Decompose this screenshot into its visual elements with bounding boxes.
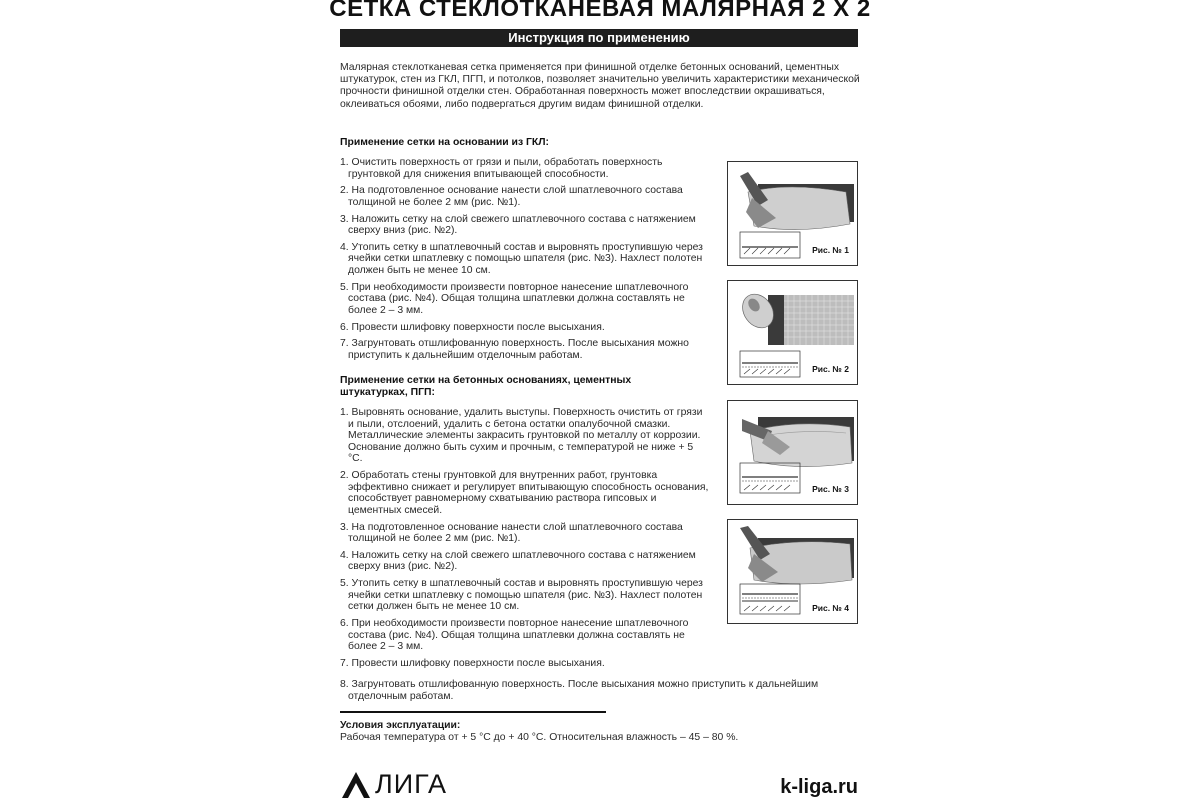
website-link[interactable]: k-liga.ru: [780, 776, 858, 798]
subtitle-bar: Инструкция по применению: [340, 29, 858, 47]
section1-step: 6. Провести шлифовку поверхности после высыхания.: [340, 321, 605, 333]
section1-step: 7. Загрунтовать отшлифованную поверхность. После высыхания можно приступить к дальнейшим отделочным работам.: [340, 338, 689, 361]
section1-step: 5. При необходимости произвести повторное нанесение шпатлевочного состава (рис. №4). Общая толщина шпатлевки должна составлять не более 2 – 3 мм.: [340, 281, 689, 316]
conditions-heading: Условия эксплуатации:: [340, 720, 461, 731]
liga-logo-icon: [340, 768, 372, 800]
section1-heading: Применение сетки на основании из ГКЛ:: [340, 137, 549, 148]
section2-step: 6. При необходимости произвести повторное нанесение шпатлевочного состава (рис. №4). Общая толщина шпатлевки должна составлять не более 2 – 3 мм.: [340, 617, 689, 653]
section2-steps: [340, 407, 710, 675]
section2-step: 5. Утопить сетку в шпатлевочный состав и выровнять проступившую через ячейки сетки шпатлевку с помощью шпателя (рис. №3). Нахлест полотен сетки должен быть не менее 10 см.: [340, 578, 703, 613]
figure-2: [727, 280, 858, 385]
section1-step: 2. На подготовленное основание нанести слой шпатлевочного состава толщиной не более 2 мм (рис. №1).: [340, 185, 683, 208]
section2-step: 4. Наложить сетку на слой свежего шпатлевочного состава с натяжением сверху вниз (рис. №2).: [340, 549, 696, 573]
divider-rule: [340, 711, 606, 713]
section2-step: 8. Загрунтовать отшлифованную поверхность. После высыхания можно приступить к дальнейшим отделочным работам.: [340, 679, 819, 702]
figure-1-caption: Рис. № 1: [812, 245, 849, 255]
logo-text: ЛИГА: [375, 769, 447, 799]
section1-step: 4. Утопить сетку в шпатлевочный состав и выровнять проступившую через ячейки сетки шпатлевку с помощью шпателя (рис. №3). Нахлест полотен должен быть не менее 10 см.: [340, 241, 703, 277]
section1-step: 3. Наложить сетку на слой свежего шпатлевочного состава с натяжением сверху вниз (рис. №2).: [340, 213, 696, 237]
section2-step: 2. Обработать стены грунтовкой для внутренних работ, грунтовка эффективно снижает и регулирует впитывающую способность основания, способствует равномерному схватыванию раствора гипсовых и цементных смесей.: [340, 470, 709, 516]
figure-4-caption: Рис. № 4: [812, 603, 849, 613]
page-title: СЕТКА СТЕКЛОТКАНЕВАЯ МАЛЯРНАЯ 2 Х 2: [329, 0, 871, 22]
section2-step: 1. Выровнять основание, удалить выступы. Поверхность очистить от грязи и пыли, отслоений, удалить с бетона остатки опалубочной смазки. Металлические элементы закрасить грунтовкой по металлу от коррозии. Основание должно быть сухим и прочным, с температурой не ниже + 5 °С.: [340, 407, 703, 465]
figure-2-caption: Рис. № 2: [812, 364, 849, 374]
conditions-text: Рабочая температура от + 5 °С до + 40 °С. Относительная влажность – 45 – 80 %.: [340, 732, 739, 743]
section1-step: 1. Очистить поверхность от грязи и пыли, обработать поверхность грунтовкой для снижения впитывающей способности.: [340, 157, 663, 180]
intro-paragraph: Малярная стеклотканевая сетка применяется при финишной отделке бетонных оснований, цементных штукатурок, стен из ГКЛ, ПГП, и потолков, позволяет значительно увеличить характеристики механической прочности финишной отделки стен. Обработанная поверхность может впоследствии окрашиваться, оклеиваться обоями, либо подвергаться другим видам финишной отделки.: [340, 62, 860, 110]
figure-3-caption: Рис. № 3: [812, 484, 849, 494]
figure-3: [727, 400, 858, 505]
section2-heading: Применение сетки на бетонных основаниях, цементных штукатурках, ПГП:: [340, 375, 632, 399]
figure-4: [727, 519, 858, 624]
figure-1: [727, 161, 858, 266]
section1-steps: [340, 157, 710, 367]
section2-step: 3. На подготовленное основание нанести слой шпатлевочного состава толщиной не более 2 мм (рис. №1).: [340, 521, 683, 545]
section2-step: 7. Провести шлифовку поверхности после высыхания.: [340, 657, 605, 669]
section2-steps-tail: [340, 679, 865, 707]
